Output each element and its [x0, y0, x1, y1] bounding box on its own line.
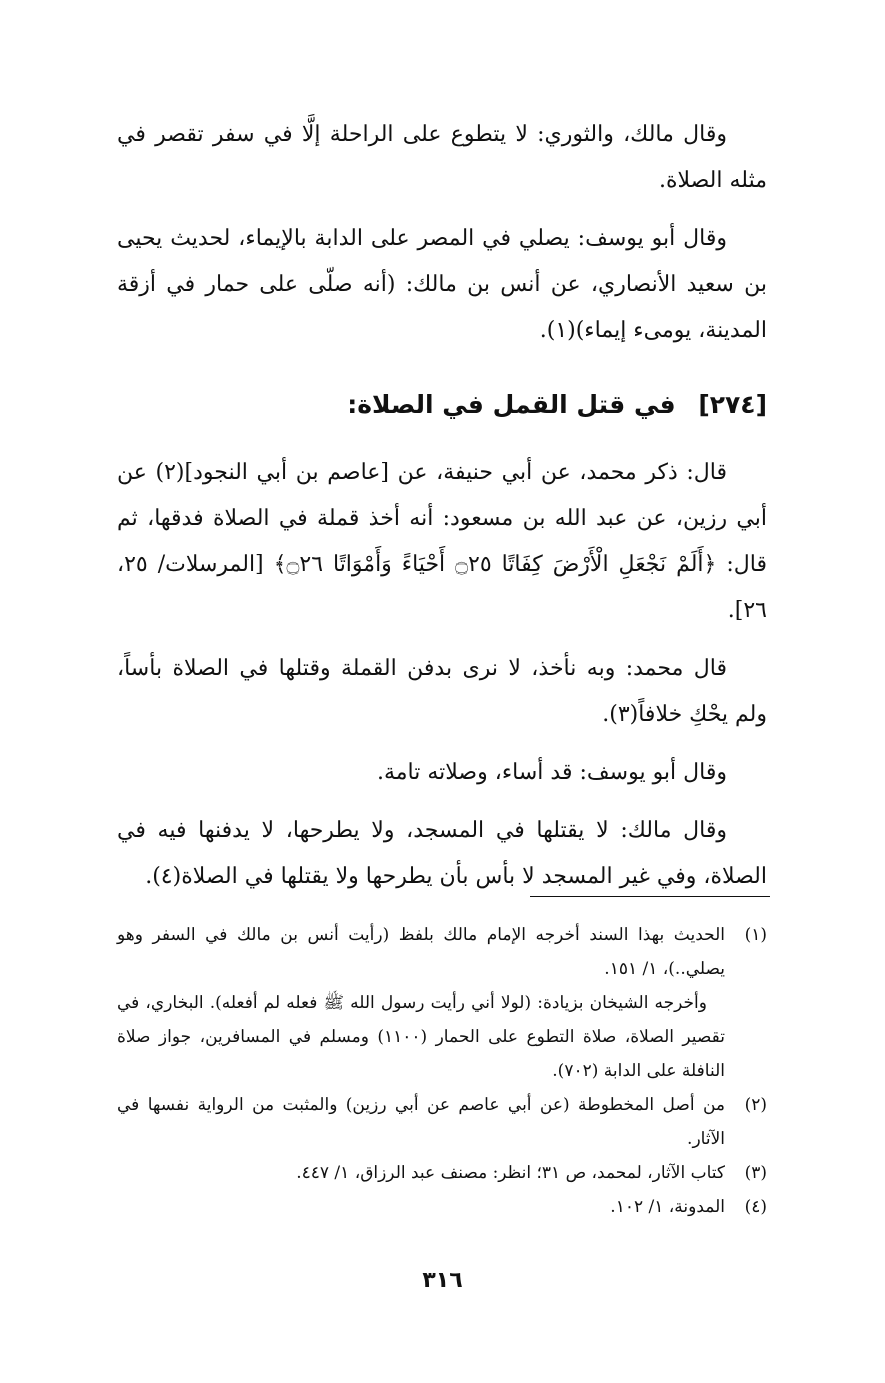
footnote-number: (١) [744, 925, 767, 945]
paragraph-abu-yusuf-opinion: وقال أبو يوسف: قد أساء، وصلاته تامة. [376, 760, 727, 785]
footnote-number: (٣) [744, 1163, 767, 1183]
paragraph-muhammad-opinion: قال محمد: وبه نأخذ، لا نرى بدفن القملة وقتلها في الصلاة بأساً، ولم يحْكِ خلافاً(٣). [117, 656, 767, 727]
footnote-4 [117, 1190, 767, 1224]
section-heading [117, 390, 767, 419]
footnote-2 [117, 1088, 767, 1156]
footnote-text: الحديث بهذا السند أخرجه الإمام مالك بلفظ (رأيت أنس بن مالك في السفر وهو يصلي..)، ١/ ١٥١. [117, 925, 725, 979]
upper-text [117, 112, 767, 354]
footnote-text: من أصل المخطوطة (عن أبي عاصم عن أبي رزين) والمثبت من الرواية نفسها في الآثار. [117, 1095, 725, 1149]
footnote-text: المدونة، ١/ ١٠٢. [610, 1197, 725, 1217]
main-text [117, 450, 767, 900]
paragraph-malik-opinion: وقال مالك: لا يقتلها في المسجد، ولا يطرحها، لا يدفنها فيه في الصلاة، وفي غير المسجد لا بأس بأن يطرحها ولا يقتلها في الصلاة(٤). [117, 818, 767, 889]
paragraph-ibn-masud-report: قال: ذكر محمد، عن أبي حنيفة، عن [عاصم بن أبي النجود](٢) عن أبي رزين، عن عبد الله بن مسعود: أنه أخذ قملة في الصلاة فدقها، ثم قال: ﴿أَلَمْ نَجْعَلِ الْأَرْضَ كِفَاتًا ۝٢٥ أَحْيَاءً وَأَمْوَاتًا ۝٢٦﴾ [المرسلات/ ٢٥، ٢٦]. [117, 460, 768, 623]
footnote-text: كتاب الآثار، لمحمد، ص ٣١؛ انظر: مصنف عبد الرزاق، ١/ ٤٤٧. [296, 1163, 725, 1183]
paragraph-malik-thawri: وقال مالك، والثوري: لا يتطوع على الراحلة إلَّا في سفر تقصر في مثله الصلاة. [117, 122, 767, 193]
footnote-number: (٤) [744, 1197, 767, 1217]
footnote-3 [117, 1156, 767, 1190]
section-title: في قتل القمل في الصلاة: [347, 390, 676, 419]
footnote-separator [530, 896, 770, 897]
footnotes [117, 918, 767, 1224]
section-number: [٢٧٤] [698, 390, 767, 419]
footnote-number: (٢) [744, 1095, 767, 1115]
page-number: ٣١٦ [422, 1268, 463, 1293]
paragraph-abu-yusuf-ima: وقال أبو يوسف: يصلي في المصر على الدابة بالإيماء، لحديث يحيى بن سعيد الأنصاري، عن أنس بن مالك: (أنه صلّى على حمار في أزقة المدينة، يومىء إيماء)(١). [117, 226, 767, 343]
footnote-1-continuation: وأخرجه الشيخان بزيادة: (لولا أني رأيت رسول الله ﷺ فعله لم أفعله). البخاري، في تقصير الصلاة، صلاة التطوع على الحمار (١١٠٠) ومسلم في المسافرين، جواز صلاة النافلة على الدابة (٧٠٢). [117, 993, 725, 1081]
footnote-1 [117, 918, 767, 986]
